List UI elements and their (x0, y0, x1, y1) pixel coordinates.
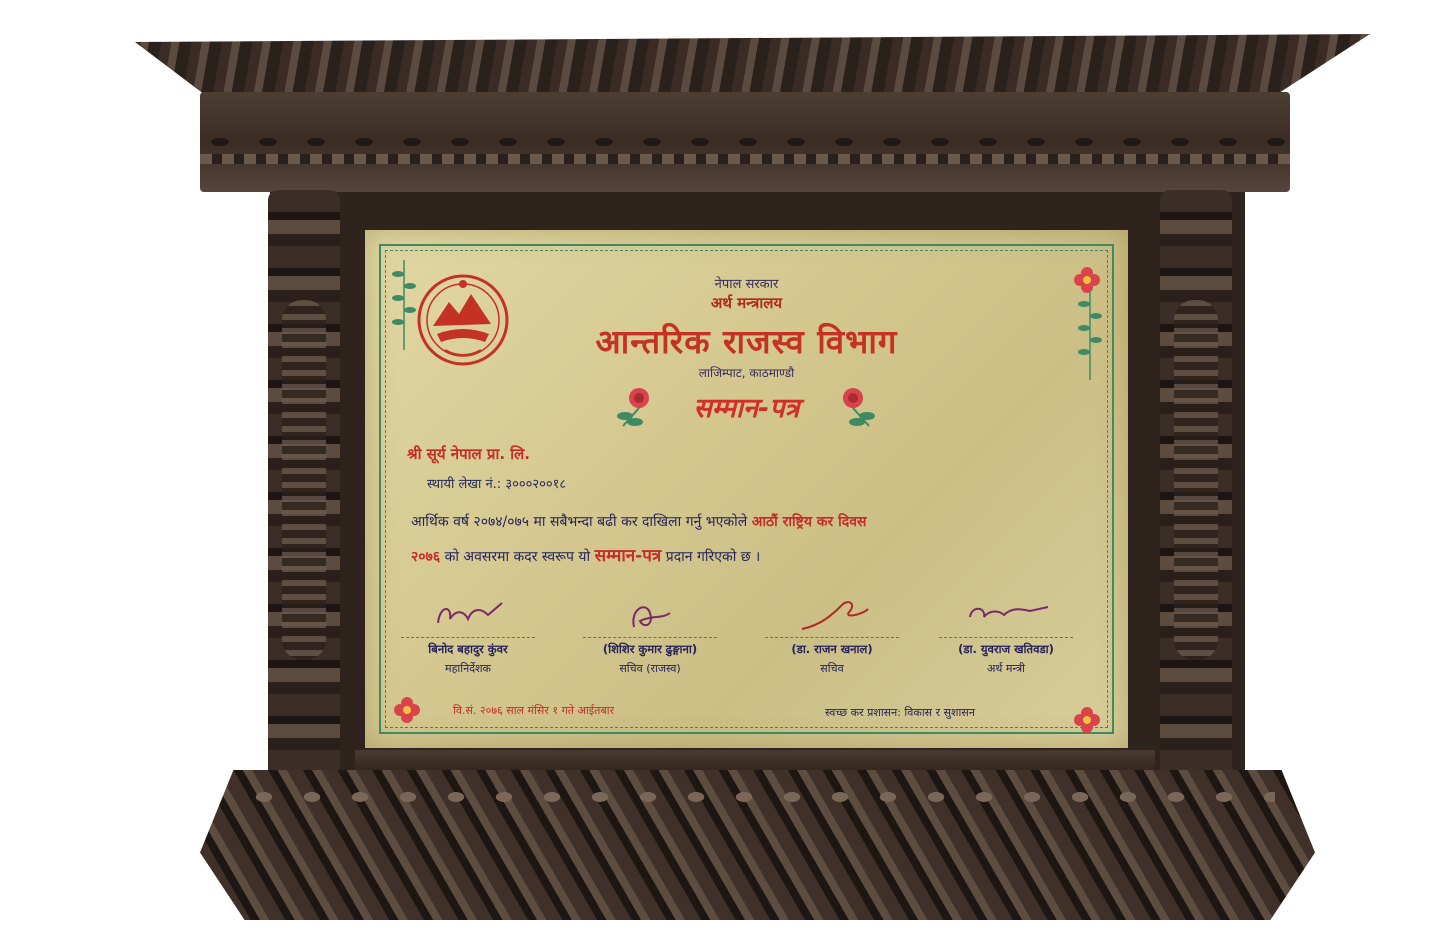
pan-number-row (427, 474, 566, 492)
signatory-name: (डा. युवराज खतिवडा) (958, 642, 1054, 656)
frame-bottom-base (200, 770, 1315, 920)
ministry-label: अर्थ मन्त्रालय (710, 294, 783, 312)
certificate-plate (365, 230, 1128, 748)
department-title: आन्तरिक राजस्व विभाग (595, 322, 898, 361)
signatory-block (575, 595, 725, 676)
department-address: लाजिम्पाट, काठमाण्डौ (698, 366, 795, 380)
certificate-title: सम्मान-पत्र (693, 393, 800, 424)
government-label: नेपाल सरकार (714, 277, 779, 292)
body-highlight: आठौं राष्ट्रिय कर दिवस (751, 514, 867, 530)
body-highlight: सम्मान-पत्र (594, 546, 662, 566)
body-text: प्रदान गरिएको छ । (661, 549, 761, 565)
signature-mark (782, 595, 882, 635)
signatory-role: अर्थ मन्त्री (986, 662, 1025, 675)
body-highlight: २०७६ (411, 549, 441, 565)
recipient-name: श्री सूर्य नेपाल प्रा. लि. (407, 445, 531, 463)
signatory-block (757, 595, 907, 676)
signature-line (939, 637, 1073, 638)
frame-left-pillar (268, 190, 340, 795)
body-text: को अवसरमा कदर स्वरूप यो (440, 549, 595, 565)
issue-date: वि.सं. २०७६ साल मंसिर १ गते आईतबार (453, 704, 615, 717)
frame-right-pillar (1160, 190, 1232, 795)
signatory-block (931, 595, 1081, 676)
certificate-body-line-1 (411, 512, 866, 531)
frame-top-crown (135, 18, 1370, 98)
signature-mark (418, 595, 518, 635)
signatory-name: (शिशिर कुमार ढुङ्गाना) (602, 642, 698, 656)
signatory-block (393, 595, 543, 676)
pan-label: स्थायी लेखा नं.: (427, 477, 502, 492)
signature-mark (600, 595, 700, 635)
signature-mark (956, 595, 1056, 635)
frame-top-band (200, 92, 1290, 192)
pan-value: ३०००२००१८ (505, 477, 567, 492)
signature-line (401, 637, 535, 638)
signature-line (765, 637, 899, 638)
signatory-role: सचिव (820, 662, 844, 675)
signatory-role: सचिव (राजस्व) (619, 662, 681, 675)
certificate-body-line-2 (411, 543, 760, 566)
signature-line (583, 637, 717, 638)
flower-icon (1073, 706, 1101, 734)
signatory-name: बिनोद बहादुर कुंवर (428, 642, 508, 656)
signatory-name: (डा. राजन खनाल) (791, 642, 873, 656)
department-slogan: स्वच्छ कर प्रशासन: विकास र सुशासन (825, 706, 975, 719)
signatory-role: महानिर्देशक (445, 662, 491, 675)
flower-icon (393, 696, 421, 724)
body-text: आर्थिक वर्ष २०७४/०७५ मा सबैभन्दा बढी कर दाखिला गर्नु भएकोले (411, 514, 752, 530)
